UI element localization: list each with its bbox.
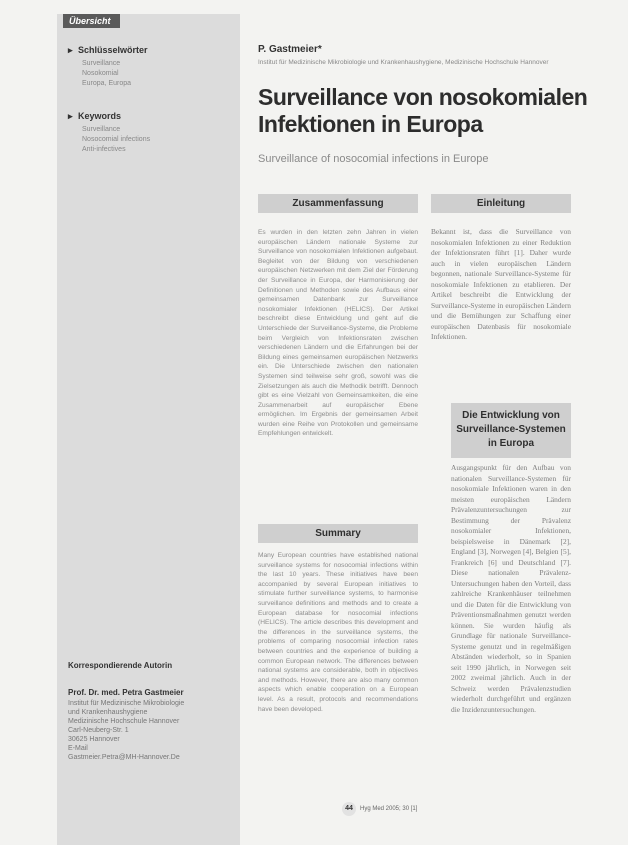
keyword-item: Nosocomial infections [82, 136, 151, 143]
correspondence-heading: Korrespondierende Autorin [68, 661, 173, 670]
correspondence-address [68, 699, 184, 762]
journal-reference: Hyg Med 2005; 30 [1] [360, 806, 418, 812]
keyword-item: Nosokomial [82, 70, 119, 77]
heading-einleitung: Einleitung [431, 194, 571, 213]
heading-zusammenfassung: Zusammenfassung [258, 194, 418, 213]
sidebar-tab [63, 14, 120, 28]
author-name: P. Gastmeier* [258, 44, 322, 55]
keywords-en-heading: ▸ Keywords [68, 111, 122, 121]
address-line: und Krankenhaushygiene [68, 709, 148, 716]
arrow-right-icon: ▸ [68, 111, 73, 121]
keyword-item: Surveillance [82, 60, 121, 67]
address-line: Carl-Neuberg-Str. 1 [68, 727, 129, 734]
keywords-en-list [82, 125, 150, 155]
email-link[interactable]: Gastmeier.Petra@MH-Hannover.De [68, 754, 180, 761]
address-line: Institut für Medizinische Mikrobiologie [68, 700, 185, 707]
author-affiliation: Institut für Medizinische Mikrobiologie und Krankenhaushygiene, Medizinische Hochschule Hannover [258, 59, 549, 66]
keyword-item: Surveillance [82, 126, 121, 133]
keyword-item: Anti-infectives [82, 146, 126, 153]
address-line: E-Mail [68, 745, 88, 752]
keywords-de-heading: ▸ Schlüsselwörter [68, 45, 148, 55]
article-title: Surveillance von nosokomialen Infektionen in Europa [258, 84, 588, 137]
arrow-right-icon: ▸ [68, 45, 73, 55]
text-einleitung: Bekannt ist, dass die Surveillance von nosokomialen Infektionen zu einer Reduktion der Infektionsraten führt [1]. Daher wurde auch in vielen europäischen Ländern begonnen, nationale Surveillance-Systeme für nosokomiale Infektionen zu etablieren. Der Artikel beschreibt die Entwicklung der Surveillance-Systeme in europäischen Ländern und die Bemühungen zur Schaffung einer europäischen Datenbasis für nosokomiale Infektionen. [431, 227, 571, 341]
address-line: Medizinische Hochschule Hannover [68, 718, 180, 725]
address-line: 30625 Hannover [68, 736, 120, 743]
text-summary: Many European countries have established national surveillance systems for nosocomial infections within the last 10 years. These initiatives have been accompanied by several European initiatives to stimulate further surveillance systems, to harmonise surveillance definitions and methods and to create a European database for nosocomial infections (HELICS). The article describes this development and the differences in the surveillance systems, the problems of comparing nosocomial infection rates between countries and the experience of building a common European network. The differences between national systems are considerable, both in objectives and methods. However, there are also many common aspects which enable cooperation on a European level. As a result, protocols and recommendations have been developed. [258, 552, 418, 713]
keywords-de-list [82, 59, 131, 89]
heading-summary: Summary [258, 524, 418, 543]
text-zusammenfassung: Es wurden in den letzten zehn Jahren in vielen europäischen Ländern nationale Systeme zur Surveillance von nosokomialen Infektionen aufgebaut. Begleitet von der Bildung von verschiedenen europäischen Netzwerken mit dem Ziel der Förderung der Surveillance in Europa, der Harmonisierung der Definitionen und Methoden sowie des Aufbaus einer gemeinsamen Datenbank zur Surveillance nosokomialer Infektionen (HELICS). Der Artikel beschreibt diese Entwicklung und geht auf die Unterschiede der Surveillance-Systeme, die Probleme beim Vergleich von Infektionsraten zwischen verschiedenen Ländern und die Erfahrungen bei der Bildung eines gemeinsamen europäischen Netzwerks ein. Die Unterschiede zwischen den nationalen Systemen sind teilweise sehr groß, sowohl was die Zielsetzungen als auch die Methodik betrifft. Dennoch gibt es eine Vielzahl von Gemeinsamkeiten, die eine Zusammenarbeit auf europäischer Ebene ermöglichen. Im Ergebnis der gemeinsamen Arbeit wurden eine Reihe von Protokollen und gemeinsame Empfehlungen entwickelt. [258, 229, 418, 438]
keyword-item: Europa, Europa [82, 80, 132, 87]
sidebar-tab-label: Übersicht [69, 16, 111, 26]
correspondence-name: Prof. Dr. med. Petra Gastmeier [68, 688, 184, 697]
page-number: 44 [342, 802, 356, 816]
heading-entwicklung: Die Entwicklung von Surveillance-Systemen in Europa [451, 403, 571, 458]
text-entwicklung: Ausgangspunkt für den Aufbau von nationalen Surveillance-Systemen für nosokomiale Infektionen waren in den meisten europäischen Ländern Prävalenzuntersuchungen zur Bestimmung der Prävalenz nosokomialer Infektionen, beispielsweise in Dänemark [2], England [3], Norwegen [4], Belgien [5], Frankreich [6] und Deutschland [7]. Diese nationalen Prävalenz-Untersuchungen haben den Vorteil, dass zahlreiche Krankenhäuser teilnehmen und die Daten für die Entwicklung von Präventionsmaßnahmen genutzt werden können. Sie wurden häufig als Grundlage für nationale Surveillance-Systeme genutzt und in regelmäßigen Abständen wiederholt, so in Spanien seit 1990 jährlich, in Norwegen seit 2002 zweimal jährlich. Auch in der Schweiz werden Prävalenzstudien wiederholt durchgeführt und ergänzen die Inzidenzuntersuchungen. [451, 463, 571, 714]
article-subtitle: Surveillance of nosocomial infections in Europe [258, 153, 489, 165]
